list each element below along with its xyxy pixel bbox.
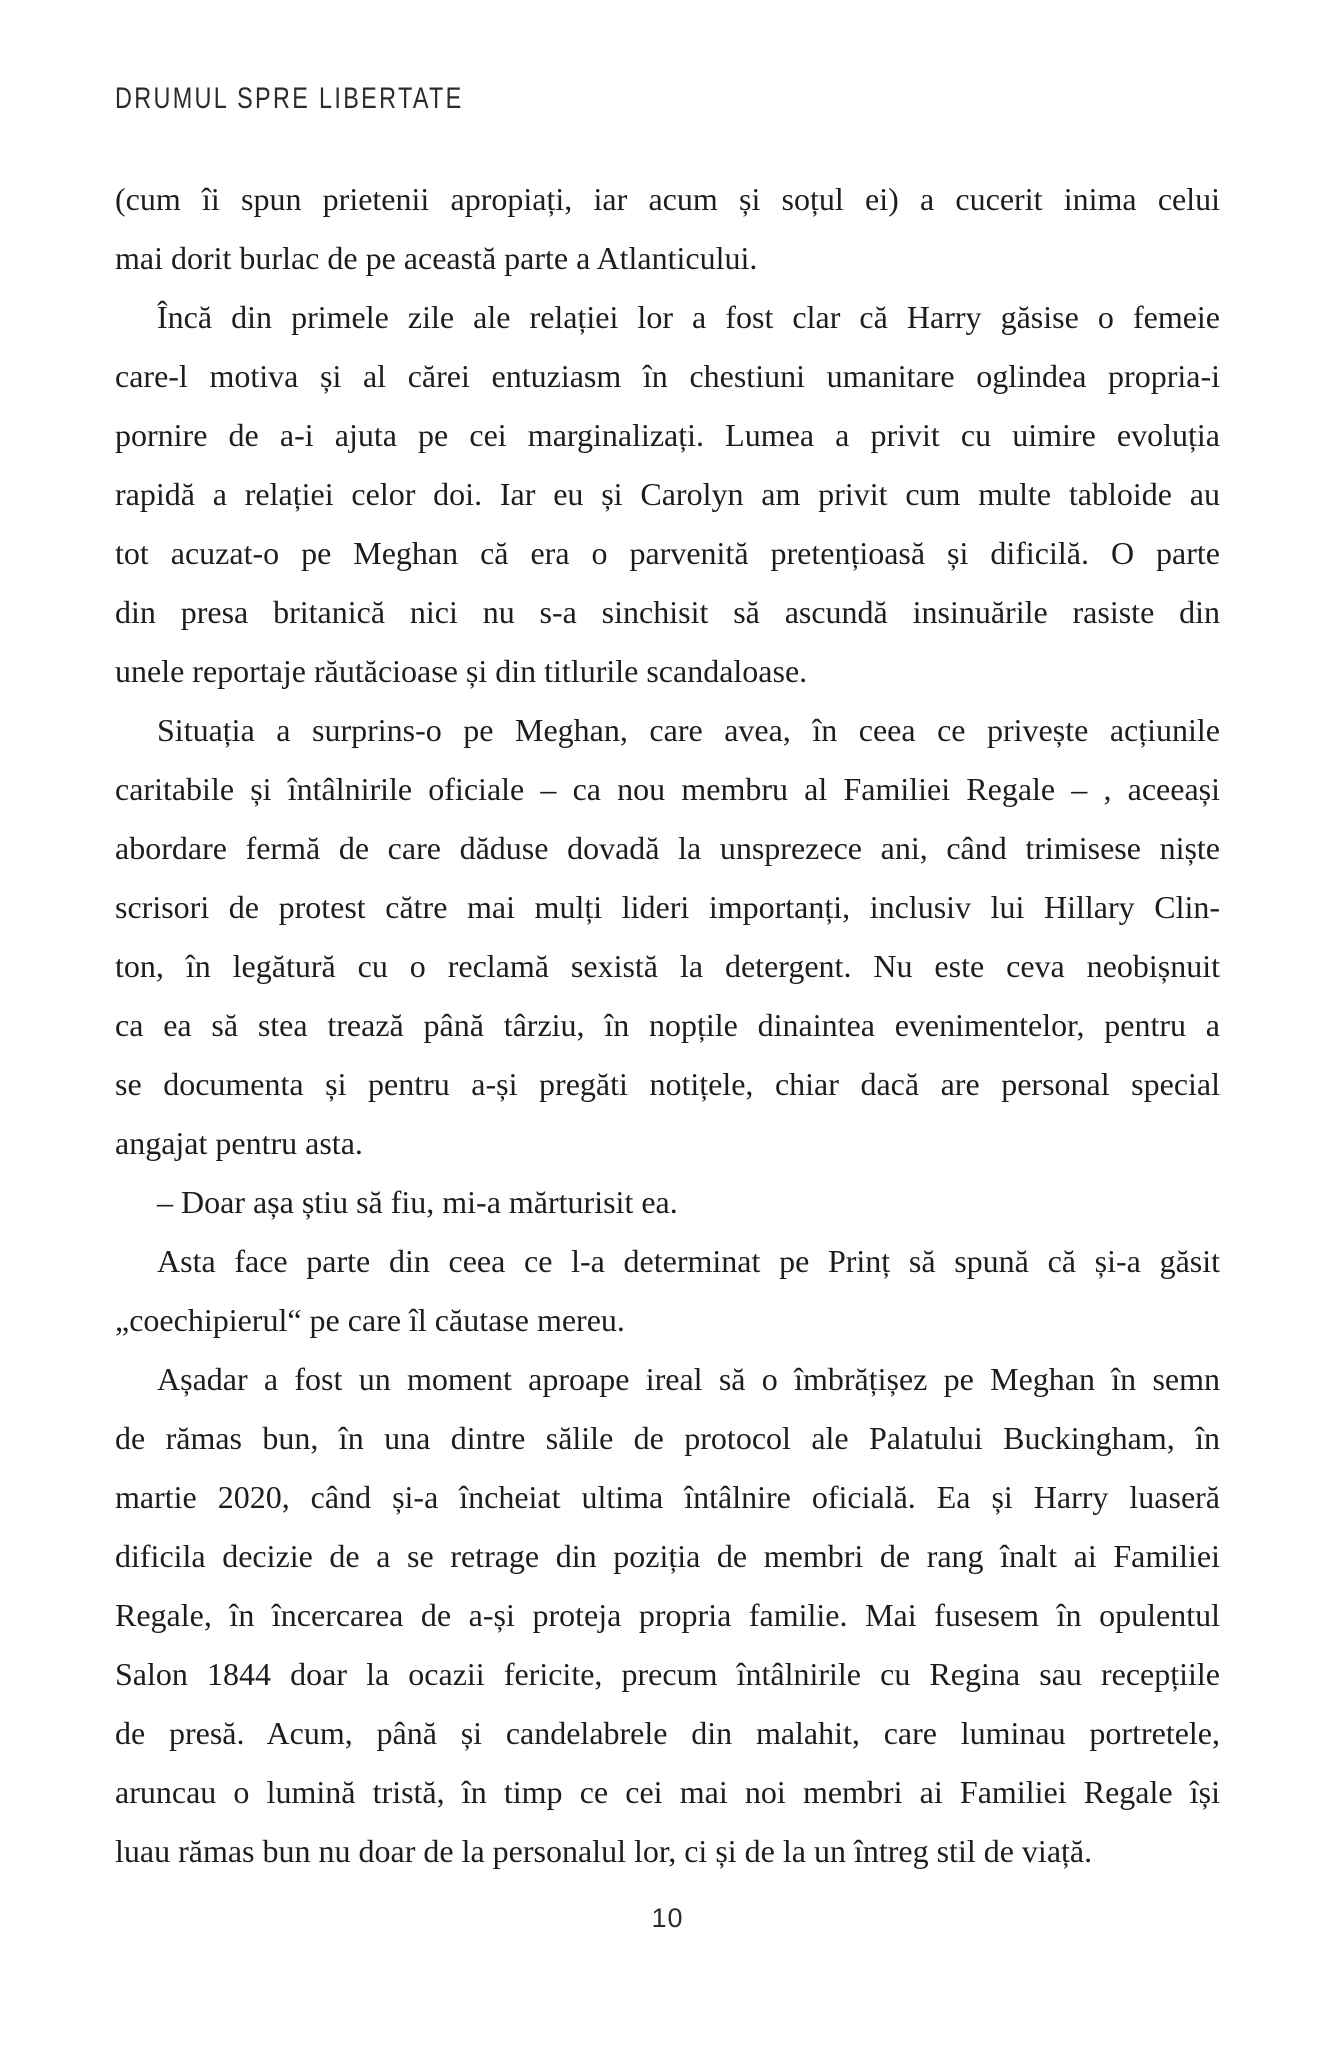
text-line: Încă din primele zile ale relației lor a fost clar că Harry găsise o femeie (157, 299, 1220, 335)
body-text (115, 170, 1220, 1881)
page-number: 10 (651, 1903, 684, 1933)
text-line: – Doar așa știu să fiu, mi-a mărturisit ea. (157, 1184, 678, 1220)
text-line: tot acuzat-o pe Meghan că era o parvenită pretențioasă și dificilă. O parte (115, 535, 1220, 571)
text-line: scrisori de protest către mai mulți lideri importanți, inclusiv lui Hillary Clin- (115, 889, 1220, 925)
paragraph (115, 1232, 1220, 1350)
text-line: Salon 1844 doar la ocazii fericite, precum întâlnirile cu Regina sau recepțiile (115, 1656, 1220, 1692)
text-line: Asta face parte din ceea ce l-a determinat pe Prinț să spună că și-a găsit (157, 1243, 1220, 1279)
text-line: de presă. Acum, până și candelabrele din malahit, care luminau portretele, (115, 1715, 1220, 1751)
text-line: (cum îi spun prietenii apropiați, iar acum și soțul ei) a cucerit inima celui (115, 181, 1220, 217)
paragraph (115, 288, 1220, 701)
text-line: Situația a surprins-o pe Meghan, care avea, în ceea ce privește acțiunile (157, 712, 1220, 748)
text-line: rapidă a relației celor doi. Iar eu și Carolyn am privit cum multe tabloide au (115, 476, 1220, 512)
text-line: abordare fermă de care dăduse dovadă la unsprezece ani, când trimisese niște (115, 830, 1220, 866)
text-line: se documenta și pentru a-și pregăti notițele, chiar dacă are personal special (115, 1066, 1220, 1102)
text-line: ca ea să stea trează până târziu, în nopțile dinaintea evenimentelor, pentru a (115, 1007, 1220, 1043)
paragraph (115, 1173, 1220, 1232)
text-line: Regale, în încercarea de a-și proteja propria familie. Mai fusesem în opulentul (115, 1597, 1220, 1633)
text-line: caritabile și întâlnirile oficiale – ca nou membru al Familiei Regale – , aceeași (115, 771, 1220, 807)
paragraph (115, 701, 1220, 1173)
text-line: din presa britanică nici nu s-a sinchisit să ascundă insinuările rasiste din (115, 594, 1220, 630)
text-line: unele reportaje răutăcioase și din titlurile scandaloase. (115, 653, 808, 689)
text-line: martie 2020, când și-a încheiat ultima întâlnire oficială. Ea și Harry luaseră (115, 1479, 1220, 1515)
text-line: mai dorit burlac de pe această parte a Atlanticului. (115, 240, 758, 276)
running-header: DRUMUL SPRE LIBERTATE (115, 82, 464, 115)
paragraph (115, 1350, 1220, 1881)
text-line: „coechipierul“ pe care îl căutase mereu. (115, 1302, 625, 1338)
text-line: angajat pentru asta. (115, 1125, 363, 1161)
paragraph (115, 170, 1220, 288)
text-line: ton, în legătură cu o reclamă sexistă la detergent. Nu este ceva neobișnuit (115, 948, 1220, 984)
text-line: de rămas bun, în una dintre sălile de protocol ale Palatului Buckingham, în (115, 1420, 1220, 1456)
text-line: dificila decizie de a se retrage din poziția de membri de rang înalt ai Familiei (115, 1538, 1220, 1574)
text-line: pornire de a-i ajuta pe cei marginalizați. Lumea a privit cu uimire evoluția (115, 417, 1220, 453)
text-line: aruncau o lumină tristă, în timp ce cei mai noi membri ai Familiei Regale își (115, 1774, 1220, 1810)
text-line: care-l motiva și al cărei entuziasm în chestiuni umanitare oglindea propria-i (115, 358, 1220, 394)
text-line: Așadar a fost un moment aproape ireal să o îmbrățișez pe Meghan în semn (157, 1361, 1220, 1397)
text-line: luau rămas bun nu doar de la personalul lor, ci și de la un întreg stil de viață. (115, 1833, 1093, 1869)
